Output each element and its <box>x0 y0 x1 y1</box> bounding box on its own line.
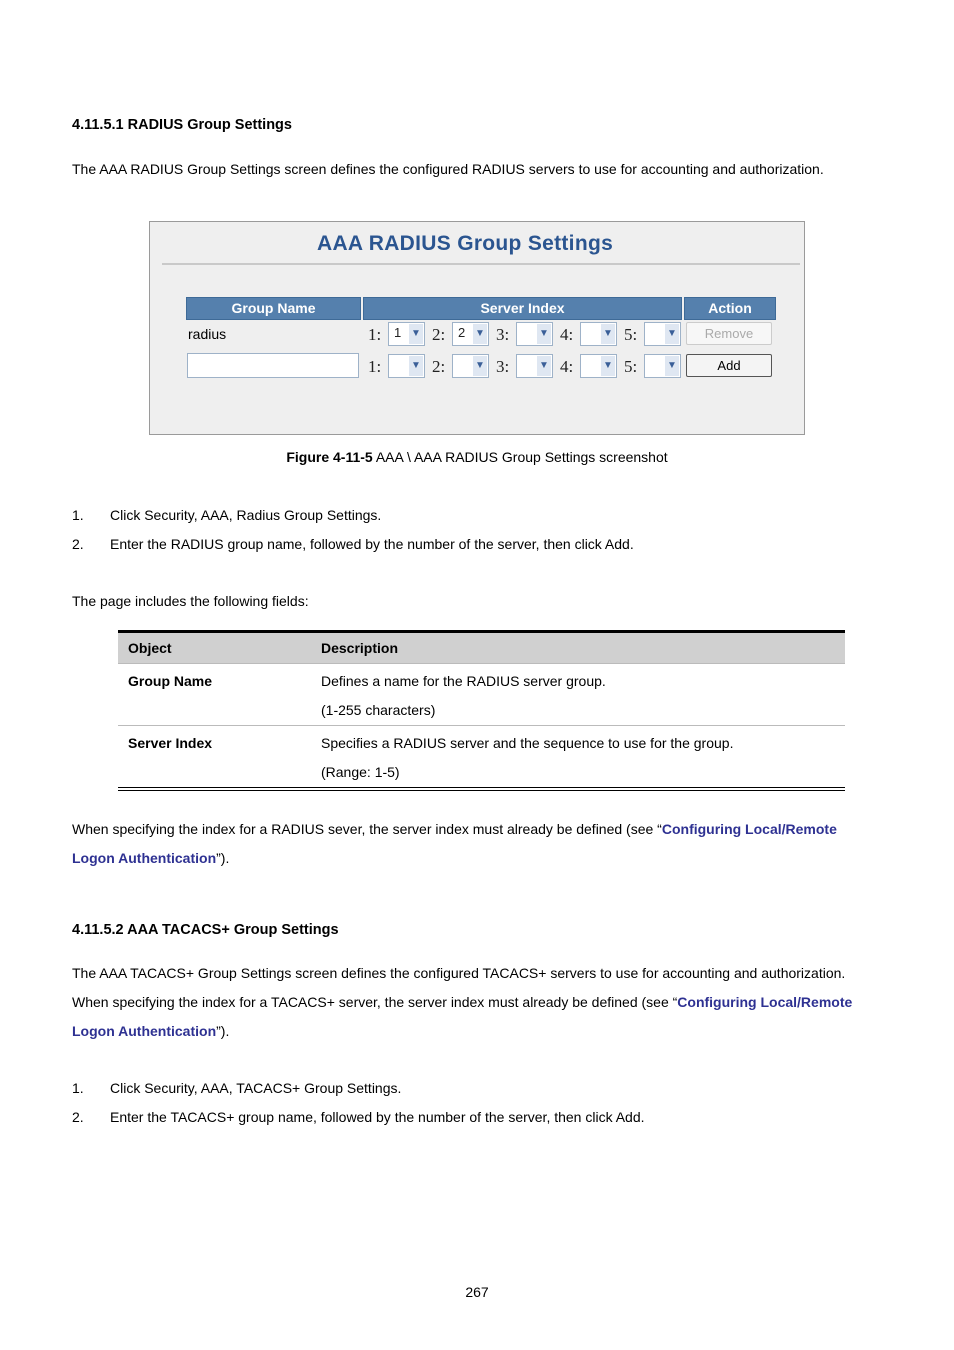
step-number: 2. <box>72 536 84 552</box>
note-radius-line1 <box>72 815 837 844</box>
index-label-5: 5: <box>624 325 638 344</box>
index-label-1: 1: <box>368 325 382 344</box>
index-label-3: 3: <box>496 357 510 376</box>
index-label-2: 2: <box>432 325 446 344</box>
figure-label: Figure 4-11-5 <box>286 449 373 465</box>
group-name-input[interactable] <box>187 353 359 378</box>
server-index-2-select[interactable] <box>452 322 489 346</box>
server-index-3-select[interactable] <box>516 322 553 346</box>
note-radius-line2 <box>72 844 229 873</box>
screenshot-title: AAA RADIUS Group Settings <box>317 232 614 255</box>
server-index-5-select[interactable] <box>644 322 681 346</box>
description-line: Defines a name for the RADIUS server group. <box>321 673 606 689</box>
chevron-down-icon: ▼ <box>409 356 423 376</box>
figure-caption <box>0 449 954 465</box>
table-cell-description <box>311 664 845 726</box>
description-line: (Range: 1-5) <box>321 764 400 780</box>
server-index-4-select[interactable] <box>580 322 617 346</box>
chevron-down-icon: ▼ <box>537 324 551 344</box>
fields-table <box>118 630 845 791</box>
server-index-2-value: 2 <box>458 325 466 340</box>
table-row <box>118 664 845 726</box>
note-text: ”). <box>216 1023 230 1039</box>
chevron-down-icon: ▼ <box>409 324 423 344</box>
step-text: Click Security, AAA, Radius Group Settings. <box>110 507 382 523</box>
header-group-name: Group Name <box>186 297 361 320</box>
header-action: Action <box>684 297 776 320</box>
description-line: Specifies a RADIUS server and the sequence to use for the group. <box>321 735 734 751</box>
chevron-down-icon: ▼ <box>537 356 551 376</box>
table-cell-object: Server Index <box>118 726 311 790</box>
new-server-index-2-select[interactable] <box>452 354 489 378</box>
table-header-description: Description <box>311 632 845 664</box>
link-configuring-local-remote[interactable]: Configuring Local/Remote <box>677 994 853 1010</box>
table-cell-object: Group Name <box>118 664 311 726</box>
header-server-index: Server Index <box>363 297 682 320</box>
note-text: When specifying the index for a RADIUS sever, the server index must already be defined (see “ <box>72 821 662 837</box>
section-intro-radius: The AAA RADIUS Group Settings screen defines the configured RADIUS servers to use for accounting and authorization. <box>72 161 824 177</box>
server-index-1-select[interactable] <box>388 322 425 346</box>
description-line: (1-255 characters) <box>321 702 436 718</box>
group-name-value: radius <box>188 326 227 342</box>
step-text: Enter the TACACS+ group name, followed by the number of the server, then click Add. <box>110 1109 645 1125</box>
note-tacacs-line2 <box>72 1017 229 1046</box>
radius-group-settings-screenshot <box>149 221 805 435</box>
chevron-down-icon: ▼ <box>473 356 487 376</box>
note-text: When specifying the index for a TACACS+ server, the server index must already be defined (see “ <box>72 994 678 1010</box>
new-server-index-3-select[interactable] <box>516 354 553 378</box>
new-server-index-5-select[interactable] <box>644 354 681 378</box>
index-label-4: 4: <box>560 357 574 376</box>
index-label-5: 5: <box>624 357 638 376</box>
group-name-cell <box>186 321 359 348</box>
note-text: ”). <box>216 850 230 866</box>
step-number: 2. <box>72 1109 84 1125</box>
index-label-1: 1: <box>368 357 382 376</box>
chevron-down-icon: ▼ <box>665 324 679 344</box>
index-label-4: 4: <box>560 325 574 344</box>
new-server-index-1-select[interactable] <box>388 354 425 378</box>
server-index-1-value: 1 <box>394 325 402 340</box>
step-text: Click Security, AAA, TACACS+ Group Settings. <box>110 1080 402 1096</box>
index-label-2: 2: <box>432 357 446 376</box>
figure-caption-text: AAA \ AAA RADIUS Group Settings screenshot <box>372 449 668 465</box>
table-header-object: Object <box>118 632 311 664</box>
chevron-down-icon: ▼ <box>601 356 615 376</box>
index-label-3: 3: <box>496 325 510 344</box>
section-intro-tacacs: The AAA TACACS+ Group Settings screen defines the configured TACACS+ servers to use for accounting and authorization. <box>72 965 846 981</box>
fields-intro: The page includes the following fields: <box>72 593 309 609</box>
page-number: 267 <box>465 1284 489 1300</box>
section-heading-radius: 4.11.5.1 RADIUS Group Settings <box>72 117 292 133</box>
link-configuring-local-remote[interactable]: Configuring Local/Remote <box>661 821 837 837</box>
link-logon-authentication[interactable]: Logon Authentication <box>72 850 217 866</box>
link-logon-authentication[interactable]: Logon Authentication <box>72 1023 217 1039</box>
section-heading-tacacs: 4.11.5.2 AAA TACACS+ Group Settings <box>72 922 339 938</box>
new-server-index-4-select[interactable] <box>580 354 617 378</box>
chevron-down-icon: ▼ <box>473 324 487 344</box>
title-divider <box>162 263 800 265</box>
remove-button[interactable]: Remove <box>686 322 772 345</box>
note-tacacs-line1 <box>72 988 852 1017</box>
step-number: 1. <box>72 507 84 523</box>
step-number: 1. <box>72 1080 84 1096</box>
table-row <box>118 726 845 790</box>
chevron-down-icon: ▼ <box>601 324 615 344</box>
add-button[interactable]: Add <box>686 354 772 377</box>
table-cell-description <box>311 726 845 790</box>
step-text: Enter the RADIUS group name, followed by the number of the server, then click Add. <box>110 536 634 552</box>
chevron-down-icon: ▼ <box>665 356 679 376</box>
